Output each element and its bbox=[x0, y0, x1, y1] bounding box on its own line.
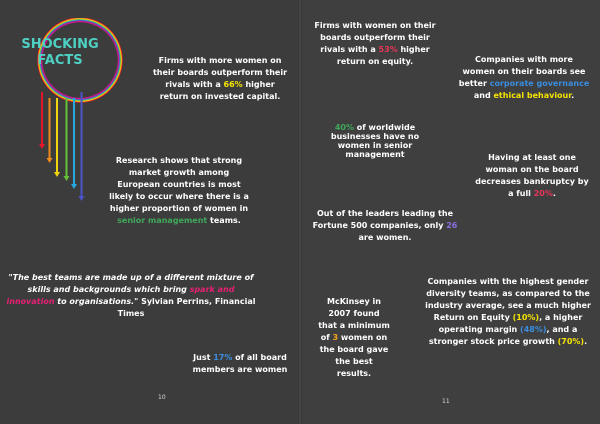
logo-title-line1: SHOCKING bbox=[21, 37, 99, 52]
highlight-20: 20% bbox=[533, 189, 553, 198]
highlight-10: (10%) bbox=[512, 313, 540, 322]
logo-title bbox=[20, 37, 100, 69]
highlight-spark-innovation: spark and innovation bbox=[6, 285, 235, 306]
page-fold bbox=[298, 0, 302, 424]
highlight-53: 53% bbox=[378, 45, 398, 54]
fact-market-growth: Research shows that strong market growth among European countries is most likely to occur where there is a higher proportion of women in senior management teams. bbox=[109, 156, 249, 225]
logo-arrow-head bbox=[64, 176, 70, 181]
highlight-17: 17% bbox=[213, 353, 233, 362]
logo-arrow-head bbox=[71, 184, 77, 189]
highlight-66: 66% bbox=[223, 80, 243, 89]
highlight-40: 40% bbox=[334, 123, 354, 132]
logo-arrows bbox=[39, 92, 85, 201]
fact-governance: Companies with more women on their boards see better corporate governance and ethical behaviour. bbox=[458, 55, 590, 100]
fact-mckinsey: McKinsey in 2007 found that a minimum of 3 women on the board gave the best results. bbox=[318, 297, 390, 378]
highlight-26: 26 bbox=[446, 221, 458, 230]
logo-arrow-head bbox=[54, 172, 60, 177]
quote-attribution: Sylvian Perrins, Financial Times bbox=[117, 297, 256, 318]
quote-financial-times: "The best teams are made up of a different mixture of skills and backgrounds which bring spark and innovation to organisations." Sylvian Perrins, Financial Times bbox=[6, 273, 256, 318]
highlight-70: (70%) bbox=[557, 337, 585, 346]
page-number-right: 11 bbox=[442, 398, 450, 405]
highlight-corporate-governance: corporate governance bbox=[489, 79, 590, 88]
fact-bankruptcy: Having at least one woman on the board decreases bankruptcy by a full 20%. bbox=[475, 153, 589, 198]
fact-worldwide-businesses: 40% of worldwide businesses have no women in senior management bbox=[330, 123, 420, 159]
logo-arrow-head bbox=[47, 158, 53, 163]
highlight-senior-management: senior management bbox=[117, 216, 208, 225]
highlight-ethical-behaviour: ethical behaviour bbox=[493, 91, 572, 100]
highlight-48: (48%) bbox=[520, 325, 547, 334]
logo-arrow-head bbox=[39, 144, 45, 149]
fact-return-on-equity: Firms with women on their boards outperform their rivals with a 53% higher return on equity. bbox=[314, 21, 436, 66]
logo-title-line2: FACTS bbox=[37, 53, 83, 68]
fact-return-on-capital: Firms with more women on their boards outperform their rivals with a 66% higher return on invested capital. bbox=[152, 56, 288, 101]
fact-board-members: Just 17% of all board members are women bbox=[192, 353, 288, 374]
page-number-left: 10 bbox=[158, 394, 166, 401]
highlight-3: 3 bbox=[332, 333, 339, 342]
fact-gender-diversity: Companies with the highest gender diversity teams, as compared to the industry average, see a much higher Return on Equity (10%), a higher operating margin (48%), and a stronger stock price growth (70%). bbox=[425, 277, 591, 346]
logo-arrow-head bbox=[79, 196, 85, 201]
fact-fortune-500: Out of the leaders leading the Fortune 500 companies, only 26 are women. bbox=[312, 209, 458, 242]
